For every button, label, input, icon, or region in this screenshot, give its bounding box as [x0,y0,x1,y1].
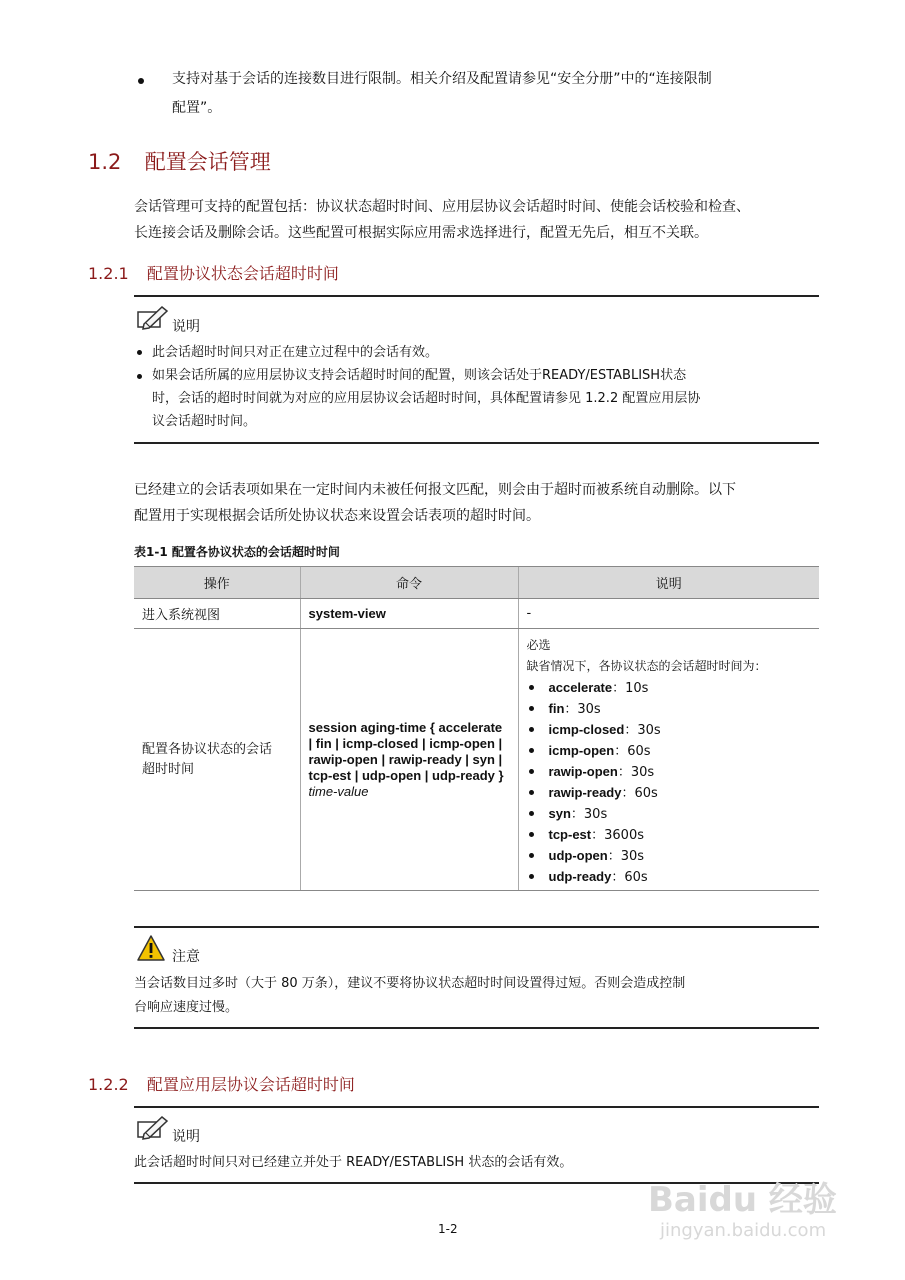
bullet-dot [529,748,534,753]
caution-bottom-rule [134,1027,819,1029]
list-item [527,782,812,803]
section-title: 配置应用层协议会话超时时间 [146,1075,355,1094]
bullet-dot [529,706,534,711]
default-state-name: fin [548,701,565,716]
page-number: 1-2 [438,1222,458,1236]
note-2-top-rule [134,1106,819,1108]
section-title: 配置协议状态会话超时时间 [146,264,339,283]
table-row [134,629,819,891]
caution-label: 注意 [172,949,200,965]
list-item [527,845,812,866]
section-1-2-body-line-1: 会话管理可支持的配置包括：协议状态超时时间、应用层协议会话超时时间、使能会话校验和检查、 [134,199,750,215]
list-item [527,824,812,845]
intro-bullet-line-1: 支持对基于会话的连接数目进行限制。相关介绍及配置请参见“安全分册”中的“连接限制 [172,71,712,87]
note-label: 说明 [172,319,200,335]
default-state-name: tcp-est [548,827,592,842]
table-header-command: 命令 [300,567,518,599]
paragraph-line-2: 配置用于实现根据会话所处协议状态来设置会话表项的超时时间。 [134,508,540,524]
default-state-value: ：3600s [591,828,644,843]
default-state-name: accelerate [548,680,613,695]
bullet-dot [529,811,534,816]
default-state-name: rawip-ready [548,785,622,800]
table-cell-description: - [518,599,819,629]
section-1-2-body-line-2: 长连接会话及删除会话。这些配置可根据实际应用需求选择进行，配置无先后，相互不关联。 [134,225,708,241]
bullet-dot [137,374,142,379]
watermark-url: jingyan.baidu.com [660,1220,827,1241]
default-state-value: ：60s [614,744,651,759]
bullet-dot [529,769,534,774]
default-state-name: icmp-open [548,743,615,758]
bullet-dot [529,685,534,690]
list-item [527,866,812,887]
description-required: 必选 [526,638,551,652]
note-item-2-line-3: 议会话超时时间。 [152,414,257,429]
default-state-value: ：30s [617,765,655,780]
table-caption: 表1-1 配置各协议状态的会话超时时间 [134,545,340,559]
section-title: 配置会话管理 [144,150,271,174]
default-state-value: ：60s [611,870,648,885]
note-item-2-line-2: 时，会话的超时时间就为对应的应用层协议会话超时时间，具体配置请参见 1.2.2 配置应用层协 [152,391,701,406]
caution-line-1: 当会话数目过多时（大于 80 万条），建议不要将协议状态超时时间设置得过短。否则会造成控制 [134,976,686,991]
bullet-dot [138,78,144,84]
bullet-dot [529,832,534,837]
default-state-value: ：30s [564,702,601,717]
note-2-line-1: 此会话超时时间只对已经建立并处于 READY/ESTABLISH 状态的会话有效。 [134,1155,573,1170]
default-state-name: icmp-closed [548,722,625,737]
note-2-label: 说明 [172,1129,200,1145]
table-row [134,599,819,629]
note-item-2-line-1: 如果会话所属的应用层协议支持会话超时时间的配置，则该会话处于READY/ESTABLISH状态 [152,368,687,383]
command-line-4: tcp-est | udp-open | udp-ready } [308,767,504,783]
bullet-dot [137,350,142,355]
default-state-value: ：30s [624,723,661,738]
bullet-dot [529,790,534,795]
config-table [134,566,819,891]
caution-line-2: 台响应速度过慢。 [134,1000,239,1015]
command-argument: time-value [308,783,369,799]
default-state-name: udp-ready [548,869,612,884]
table-cell-operation: 进入系统视图 [134,599,300,629]
note-pen-icon [136,1114,170,1140]
note-bottom-rule [134,442,819,444]
watermark-brand: Baidu 经验 [648,1180,837,1220]
description-default: 缺省情况下，各协议状态的会话超时时间为： [526,659,767,673]
default-state-name: rawip-open [548,764,618,779]
caution-top-rule [134,926,819,928]
default-state-value: ：30s [570,807,608,822]
default-state-value: ：60s [621,786,658,801]
command-keyword: session aging-time [308,719,427,735]
command-line-1 [309,720,510,736]
list-item [527,761,812,782]
section-1-2-heading [88,146,271,176]
list-item [527,719,812,740]
list-item [527,677,812,698]
table-cell-command [300,629,518,891]
paragraph-line-1: 已经建立的会话表项如果在一定时间内未被任何报文匹配，则会由于超时而被系统自动删除。以下 [134,482,736,498]
bullet-dot [529,874,534,879]
table-header-description: 说明 [518,567,819,599]
list-item [527,740,812,761]
command-line-3: rawip-open | rawip-ready | syn | [308,751,503,767]
table-cell-operation [134,629,300,891]
table-cell-description [518,629,819,891]
operation-line-2: 超时时间 [142,761,195,777]
note-top-rule [134,295,819,297]
list-item [527,698,812,719]
note-pen-icon [136,304,170,330]
default-state-value: ：10s [612,681,649,696]
list-item [527,803,812,824]
warning-icon [136,934,166,962]
default-state-name: syn [548,806,571,821]
defaults-list [527,677,812,887]
section-number: 1.2.2 [88,1075,129,1094]
bullet-dot [529,727,534,732]
section-1-2-2-heading [88,1072,355,1095]
section-number: 1.2.1 [88,264,129,283]
table-cell-command: system-view [300,599,518,629]
table-header-row [134,567,819,599]
note-item-1: 此会话超时时间只对正在建立过程中的会话有效。 [152,345,439,360]
command-line-1-rest: { accelerate [426,719,503,735]
intro-bullet-line-2: 配置”。 [172,100,222,116]
table-header-operation: 操作 [134,567,300,599]
section-1-2-1-heading [88,261,339,284]
section-number: 1.2 [88,150,122,174]
operation-line-1: 配置各协议状态的会话 [142,741,273,757]
command-line-2: | fin | icmp-closed | icmp-open | [308,735,503,751]
default-state-value: ：30s [607,849,645,864]
bullet-dot [529,853,534,858]
default-state-name: udp-open [548,848,608,863]
